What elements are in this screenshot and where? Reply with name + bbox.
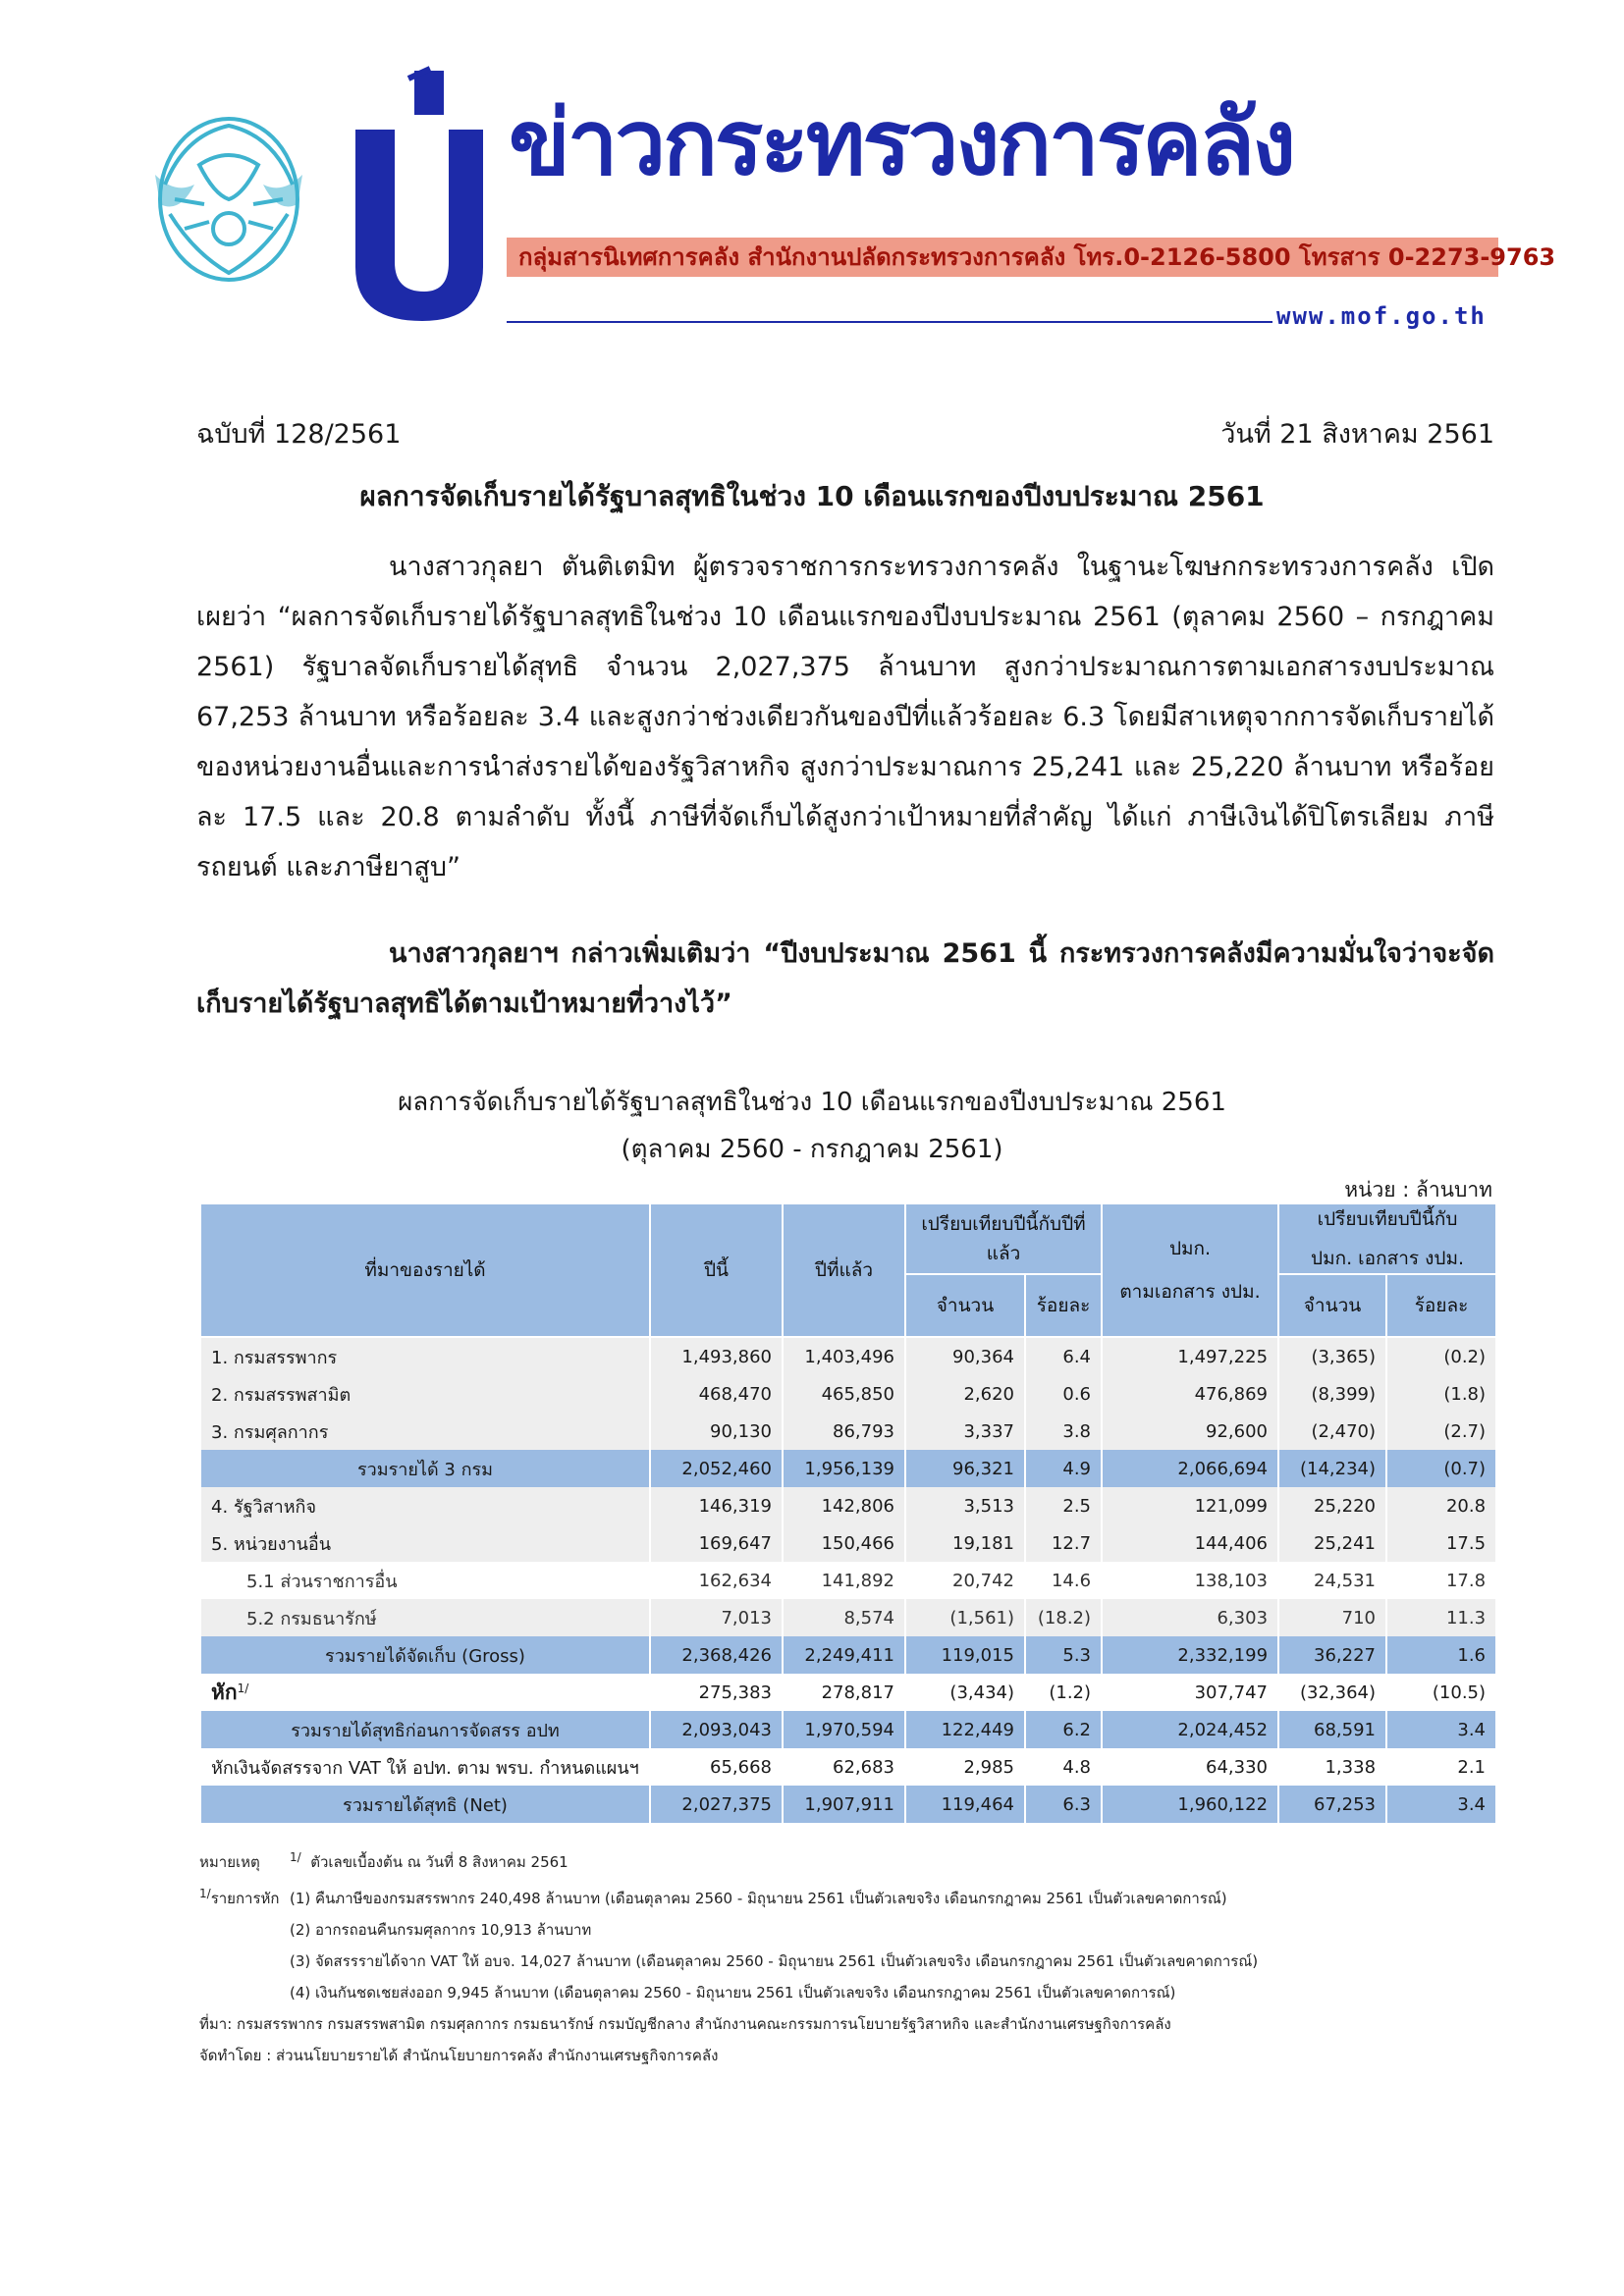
row-label [200,1748,650,1786]
row-value: 2,985 [905,1748,1025,1786]
row-label [200,1786,650,1823]
row-value: (8,399) [1278,1375,1386,1413]
row-label [200,1599,650,1636]
row-label-text: 5.1 ส่วนราชการอื่น [246,1571,398,1592]
row-value: 1,338 [1278,1748,1386,1786]
row-value: 17.8 [1386,1562,1496,1599]
row-value: 1.6 [1386,1636,1496,1674]
paragraph-2-text: นางสาวกุลยาฯ กล่าวเพิ่มเติมว่า “ปีงบประมาณ 2561 นี้ กระทรวงการคลังมีความมั่นใจว่าจะจัดเก็บรายได้รัฐบาลสุทธิได้ตามเป้าหมายที่วางไว้” [196,938,1494,1019]
row-value: 121,099 [1102,1487,1278,1524]
masthead-divider [507,321,1272,323]
row-label-text: รวมรายได้สุทธิ (Net) [343,1794,508,1816]
news-logo-letter [346,61,493,326]
header-this-year: ปีนี้ [650,1203,783,1337]
masthead-subtitle: กลุ่มสารนิเทศการคลัง สำนักงานปลัดกระทรวงการคลัง โทร.0-2126-5800 โทรสาร 0-2273-9763 [518,243,1556,271]
table-title: ผลการจัดเก็บรายได้รัฐบาลสุทธิในช่วง 10 เดือนแรกของปีงบประมาณ 2561 [398,1088,1226,1117]
table-row [200,1413,1496,1450]
row-value: 90,364 [905,1337,1025,1375]
row-value: 8,574 [783,1599,905,1636]
row-value: 146,319 [650,1487,783,1524]
row-label [200,1450,650,1487]
table-row [200,1487,1496,1524]
row-value: 1,956,139 [783,1450,905,1487]
table-row [200,1337,1496,1375]
header-vs-last-year: เปรียบเทียบปีนี้กับปีที่แล้ว [905,1203,1102,1274]
table-row [200,1562,1496,1599]
row-value: 307,747 [1102,1674,1278,1711]
row-value: 24,531 [1278,1562,1386,1599]
deduct-label-text: รายการหัก [210,1890,280,1907]
header-last-year: ปีที่แล้ว [783,1203,905,1337]
row-label [200,1487,650,1524]
row-value: 162,634 [650,1562,783,1599]
row-value: 3.4 [1386,1786,1496,1823]
row-value: 14.6 [1025,1562,1102,1599]
row-value: 476,869 [1102,1375,1278,1413]
issue-number: ฉบับที่ 128/2561 [196,419,402,450]
deduct-2 [199,1914,1505,1946]
table-row [200,1450,1496,1487]
row-value: 0.6 [1025,1375,1102,1413]
header-estimate-line1: ปมก. [1168,1238,1212,1259]
header-estimate [1102,1203,1278,1337]
issue-date: วันที่ 21 สิงหาคม 2561 [1220,419,1494,450]
header-vs-estimate-line2: ปมก. เอกสาร งปม. [1311,1248,1465,1269]
row-label-text: 4. รัฐวิสาหกิจ [211,1496,317,1518]
table-row [200,1524,1496,1562]
row-value: 65,668 [650,1748,783,1786]
paragraph-2 [196,929,1494,1029]
table-row [200,1599,1496,1636]
row-value: 2,332,199 [1102,1636,1278,1674]
headline: ผลการจัดเก็บรายได้รัฐบาลสุทธิในช่วง 10 เดือนแรกของปีงบประมาณ 2561 [359,480,1265,512]
row-value: (32,364) [1278,1674,1386,1711]
deduct-mark: 1/ [199,1887,211,1900]
row-value: 6.4 [1025,1337,1102,1375]
row-value: (0.2) [1386,1337,1496,1375]
row-value: 1,493,860 [650,1337,783,1375]
row-value: 2.5 [1025,1487,1102,1524]
row-value: 17.5 [1386,1524,1496,1562]
row-value: (10.5) [1386,1674,1496,1711]
deduct-3 [199,1946,1505,1977]
header-percent: ร้อยละ [1025,1274,1102,1337]
row-value: 142,806 [783,1487,905,1524]
table-row [200,1786,1496,1823]
row-value: (1.2) [1025,1674,1102,1711]
row-value: 150,466 [783,1524,905,1562]
header-vs-estimate-line1: เปรียบเทียบปีนี้กับ [1317,1208,1458,1230]
row-value: (2.7) [1386,1413,1496,1450]
row-value: 64,330 [1102,1748,1278,1786]
header-amount: จำนวน [905,1274,1025,1337]
row-value: 2,052,460 [650,1450,783,1487]
row-label [200,1674,650,1711]
row-value: 122,449 [905,1711,1025,1748]
row-value: 141,892 [783,1562,905,1599]
row-value: (3,365) [1278,1337,1386,1375]
deduct-2-text: (2) อากรถอนคืนกรมศุลกากร 10,913 ล้านบาท [290,1921,592,1939]
row-label-text: 1. กรมสรรพากร [211,1347,338,1368]
row-label [200,1413,650,1450]
row-value: (3,434) [905,1674,1025,1711]
row-value: 6.2 [1025,1711,1102,1748]
row-value: 2,249,411 [783,1636,905,1674]
deduct-1-text: (1) คืนภาษีของกรมสรรพากร 240,498 ล้านบาท (เดือนตุลาคม 2560 - มิถุนายน 2561 เป็นตัวเลขจริง เดือนกรกฎาคม 2561 เป็นตัวเลขคาดการณ์) [290,1890,1227,1907]
source-note: ที่มา: กรมสรรพากร กรมสรรพสามิต กรมศุลกากร กรมธนารักษ์ กรมบัญชีกลาง สำนักงานคณะกรรมการนโยบายรัฐวิสาหกิจ และสำนักงานเศรษฐกิจการคลัง [199,2015,1171,2033]
row-label [200,1524,650,1562]
row-value: 1,907,911 [783,1786,905,1823]
row-label [200,1636,650,1674]
note-label: หมายเหตุ [199,1853,260,1871]
note-1 [199,1842,1505,1878]
row-value: 3.8 [1025,1413,1102,1450]
row-value: 2,368,426 [650,1636,783,1674]
row-value: 2,093,043 [650,1711,783,1748]
header-vs-estimate [1278,1203,1496,1274]
row-label [200,1337,650,1375]
row-label [200,1711,650,1748]
row-value: 275,383 [650,1674,783,1711]
deduct-4 [199,1977,1505,2008]
row-value: 7,013 [650,1599,783,1636]
header-amount-2: จำนวน [1278,1274,1386,1337]
row-value: 138,103 [1102,1562,1278,1599]
row-value: 2,027,375 [650,1786,783,1823]
garuda-seal-icon [145,106,312,293]
deduct-3-text: (3) จัดสรรรายได้จาก VAT ให้ อบจ. 14,027 ล้านบาท (เดือนตุลาคม 2560 - มิถุนายน 2561 เป็นตัวเลขจริง เดือนกรกฎาคม 2561 เป็นตัวเลขคาดการณ์) [290,1952,1259,1970]
row-label-text: รวมรายได้สุทธิก่อนการจัดสรร อปท [291,1720,560,1741]
row-value: 68,591 [1278,1711,1386,1748]
row-value: 119,464 [905,1786,1025,1823]
row-value: 169,647 [650,1524,783,1562]
row-value: 2,620 [905,1375,1025,1413]
deduct-label [199,1878,290,1914]
row-value: 1,960,122 [1102,1786,1278,1823]
table-unit: หน่วย : ล้านบาท [1344,1178,1492,1201]
row-value: 465,850 [783,1375,905,1413]
row-value: 12.7 [1025,1524,1102,1562]
note-1-text: ตัวเลขเบื้องต้น ณ วันที่ 8 สิงหาคม 2561 [310,1853,568,1871]
row-value: 710 [1278,1599,1386,1636]
row-value: 5.3 [1025,1636,1102,1674]
row-value: 1,970,594 [783,1711,905,1748]
row-label-text: รวมรายได้จัดเก็บ (Gross) [325,1645,525,1667]
footnote-mark: 1/ [237,1681,249,1695]
row-label-text: หักเงินจัดสรรจาก VAT ให้ อปท. ตาม พรบ. กำหนดแผนฯ [211,1757,639,1779]
row-value: 4.8 [1025,1748,1102,1786]
row-value: 278,817 [783,1674,905,1711]
header-estimate-line2: ตามเอกสาร งปม. [1119,1281,1261,1303]
paragraph-1-text: นางสาวกุลยา ตันติเตมิท ผู้ตรวจราชการกระทรวงการคลัง ในฐานะโฆษกกระทรวงการคลัง เปิดเผยว่า “ผลการจัดเก็บรายได้รัฐบาลสุทธิในช่วง 10 เดือนแรกของปีงบประมาณ 2561 (ตุลาคม 2560 – กรกฎาคม 2561) รัฐบาลจัดเก็บรายได้สุทธิ จำนวน 2,027,375 ล้านบาท สูงกว่าประมาณการตามเอกสารงบประมาณ 67,253 ล้านบาท หรือร้อยละ 3.4 และสูงกว่าช่วงเดียวกันของปีที่แล้วร้อยละ 6.3 โดยมีสาเหตุจากการจัดเก็บรายได้ของหน่วยงานอื่นและการนำส่งรายได้ของรัฐวิสาหกิจ สูงกว่าประมาณการ 25,241 และ 25,220 ล้านบาท หรือร้อยละ 17.5 และ 20.8 ตามลำดับ ทั้งนี้ ภาษีที่จัดเก็บได้สูงกว่าเป้าหมายที่สำคัญ ได้แก่ ภาษีเงินได้ปิโตรเลียม ภาษีรถยนต์ และภาษียาสูบ” [196,552,1494,882]
row-value: 25,241 [1278,1524,1386,1562]
row-value: 2.1 [1386,1748,1496,1786]
row-value: 11.3 [1386,1599,1496,1636]
row-value: 144,406 [1102,1524,1278,1562]
row-value: 92,600 [1102,1413,1278,1450]
row-value: (2,470) [1278,1413,1386,1450]
note-1-mark: 1/ [290,1850,301,1864]
table-row [200,1375,1496,1413]
row-value: 468,470 [650,1375,783,1413]
table-row [200,1711,1496,1748]
revenue-table-body [200,1337,1496,1823]
revenue-table [199,1202,1497,1823]
row-value: 25,220 [1278,1487,1386,1524]
row-value: 19,181 [905,1524,1025,1562]
footnotes [199,1842,1505,2071]
row-value: 119,015 [905,1636,1025,1674]
row-value: 96,321 [905,1450,1025,1487]
row-value: 86,793 [783,1413,905,1450]
row-label-text: 5.2 กรมธนารักษ์ [246,1608,377,1629]
row-value: 3,513 [905,1487,1025,1524]
row-value: 67,253 [1278,1786,1386,1823]
row-value: 6.3 [1025,1786,1102,1823]
row-value: 1,497,225 [1102,1337,1278,1375]
header-percent-2: ร้อยละ [1386,1274,1496,1337]
row-value: 1,403,496 [783,1337,905,1375]
row-value: 20.8 [1386,1487,1496,1524]
row-label [200,1562,650,1599]
table-period: (ตุลาคม 2560 - กรกฎาคม 2561) [621,1135,1003,1164]
row-value: 90,130 [650,1413,783,1450]
row-value: (0.7) [1386,1450,1496,1487]
table-row [200,1636,1496,1674]
row-value: (1,561) [905,1599,1025,1636]
row-value: (14,234) [1278,1450,1386,1487]
masthead-title: ข่าวกระทรวงการคลัง [509,90,1294,195]
row-value: 3.4 [1386,1711,1496,1748]
row-value: (1.8) [1386,1375,1496,1413]
website-link[interactable]: www.mof.go.th [1276,302,1487,330]
row-value: 36,227 [1278,1636,1386,1674]
prepared-by: จัดทำโดย : ส่วนนโยบายรายได้ สำนักนโยบายการคลัง สำนักงานเศรษฐกิจการคลัง [199,2047,719,2064]
row-label-text: 2. กรมสรรพสามิต [211,1384,352,1406]
row-value: (18.2) [1025,1599,1102,1636]
table-row [200,1674,1496,1711]
row-value: 4.9 [1025,1450,1102,1487]
row-value: 62,683 [783,1748,905,1786]
deduct-1 [199,1878,1505,1914]
row-label-text: 3. กรมศุลกากร [211,1421,329,1443]
row-value: 2,066,694 [1102,1450,1278,1487]
header-source: ที่มาของรายได้ [200,1203,650,1337]
row-label [200,1375,650,1413]
row-value: 20,742 [905,1562,1025,1599]
row-label-text: หัก [211,1680,238,1704]
deduct-4-text: (4) เงินกันชดเชยส่งออก 9,945 ล้านบาท (เดือนตุลาคม 2560 - มิถุนายน 2561 เป็นตัวเลขจริง เดือนกรกฎาคม 2561 เป็นตัวเลขคาดการณ์) [290,1984,1176,2002]
table-row [200,1748,1496,1786]
row-value: 3,337 [905,1413,1025,1450]
row-label-text: 5. หน่วยงานอื่น [211,1533,332,1555]
row-label-text: รวมรายได้ 3 กรม [356,1459,494,1480]
row-value: 6,303 [1102,1599,1278,1636]
paragraph-1 [196,542,1494,892]
row-value: 2,024,452 [1102,1711,1278,1748]
